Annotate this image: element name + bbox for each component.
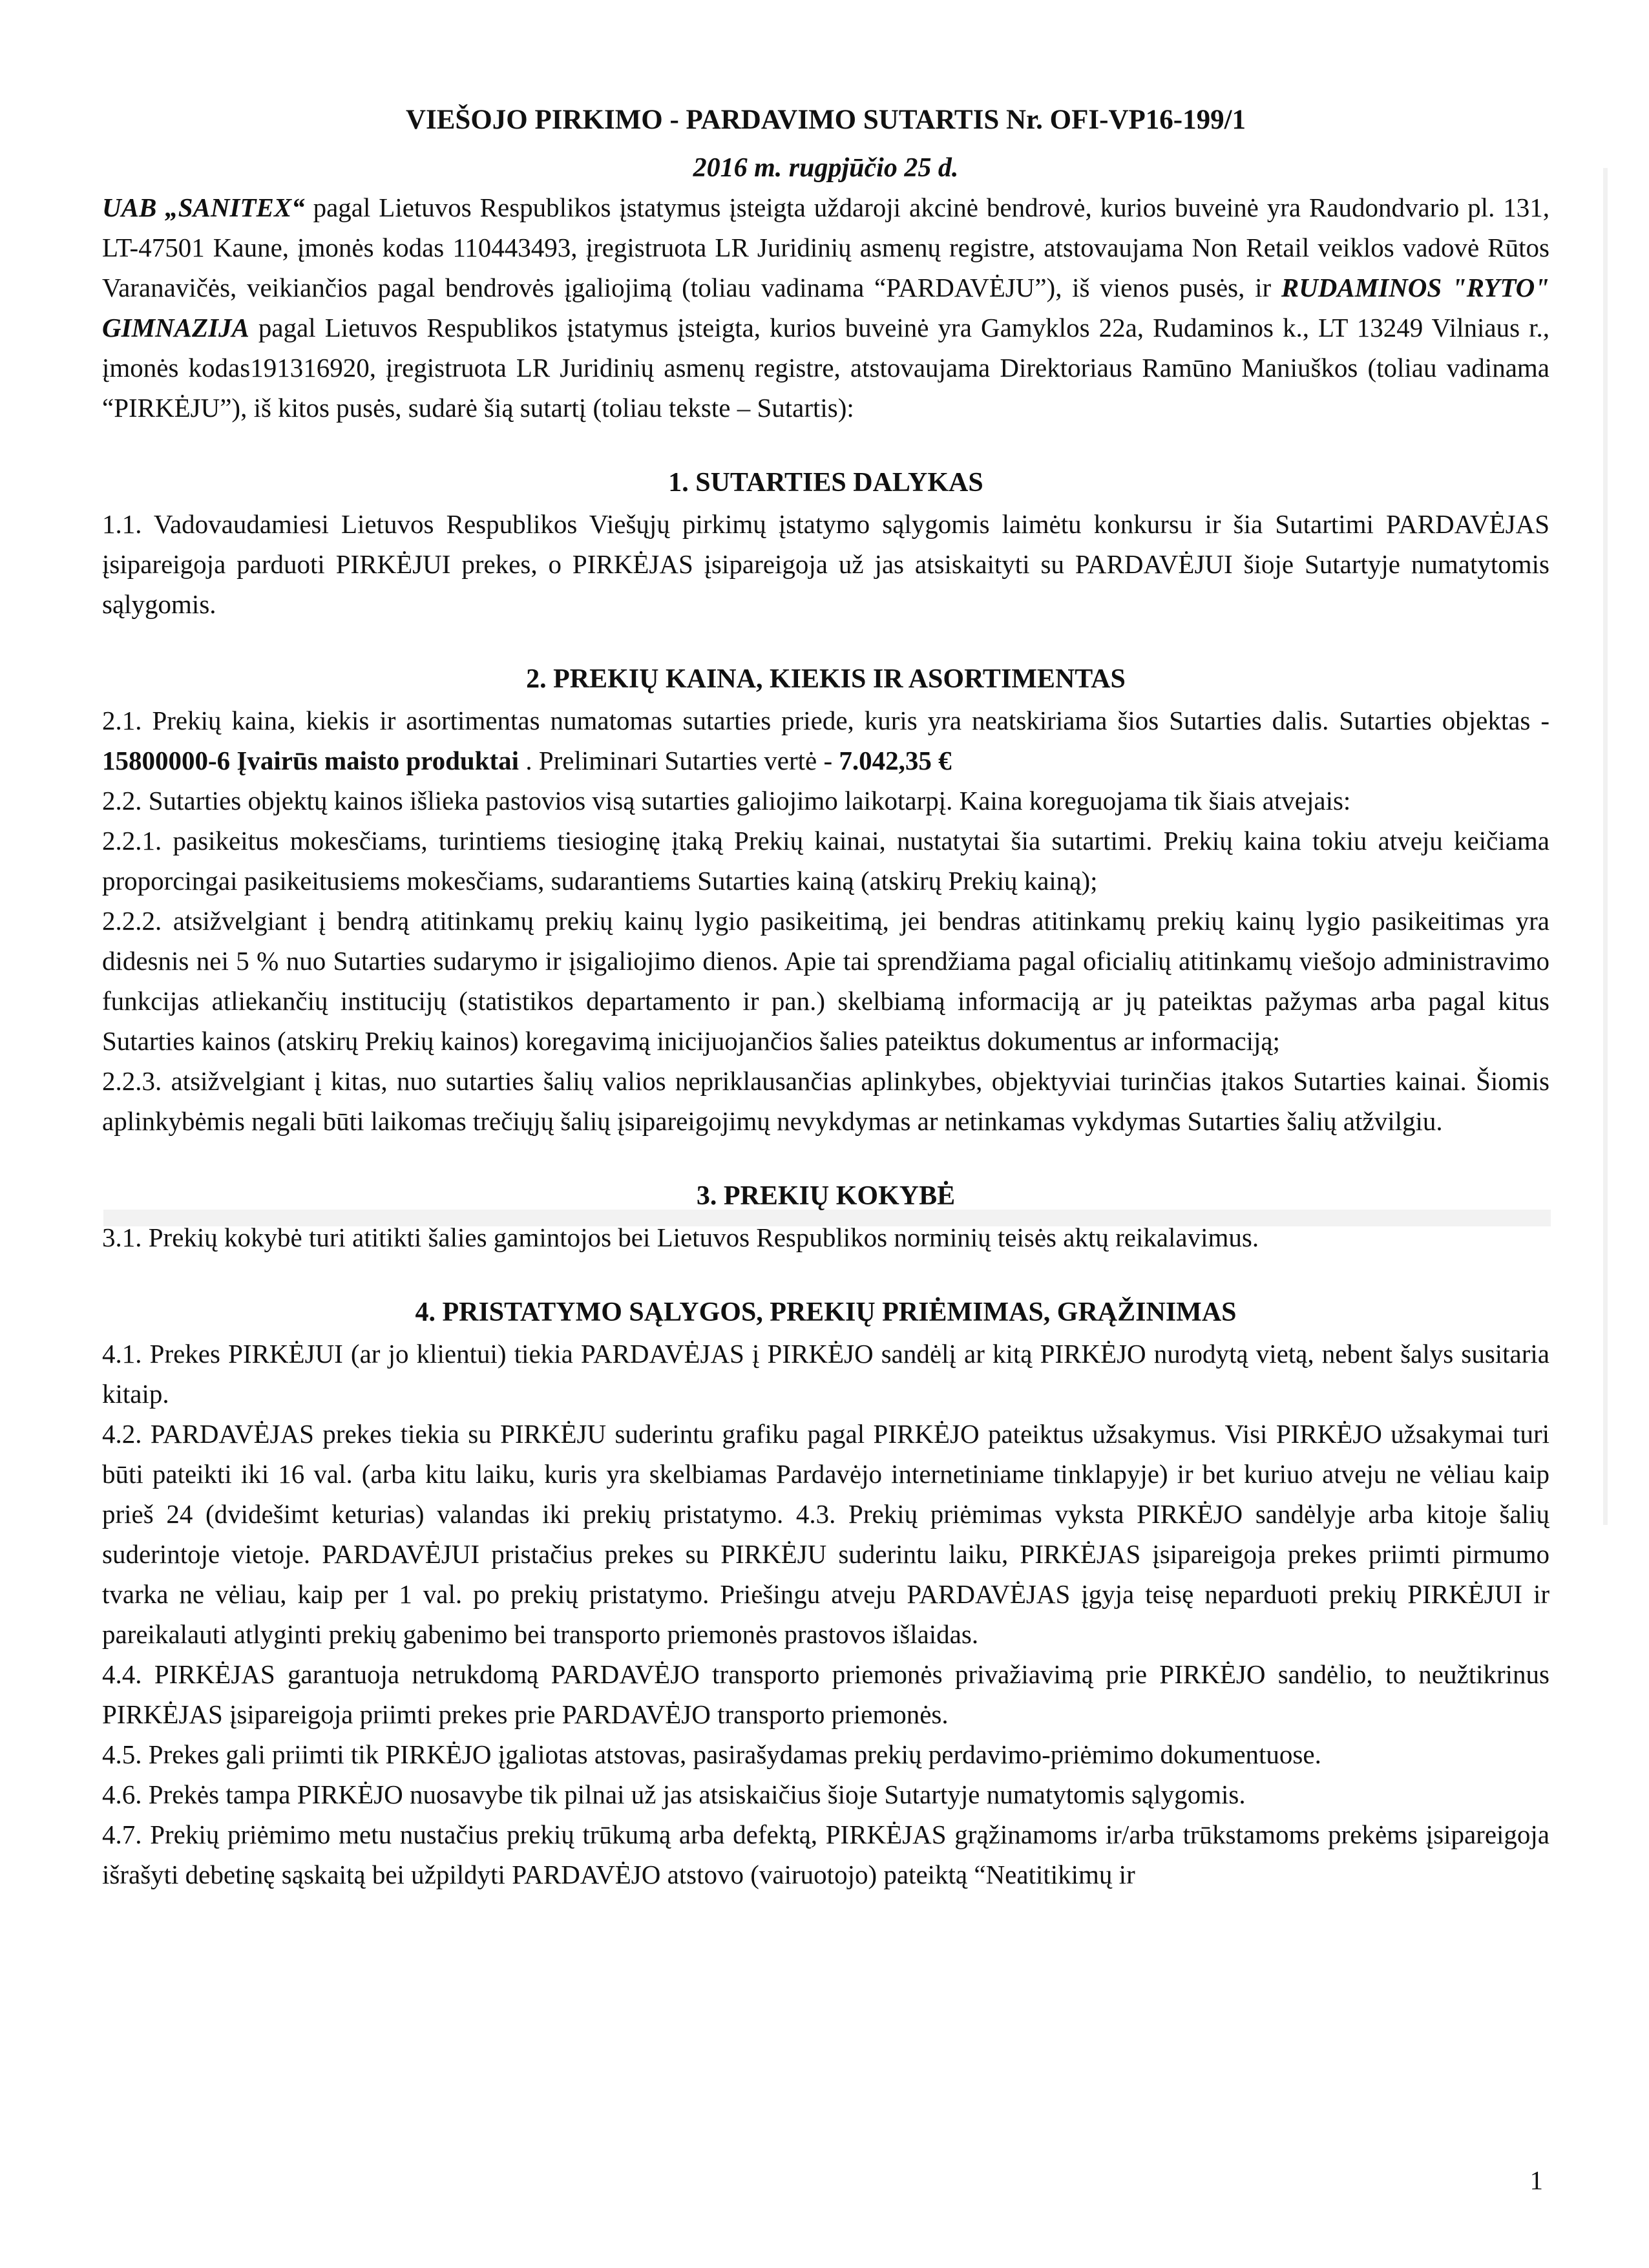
clause-2-2-2: 2.2.2. atsižvelgiant į bendrą atitinkamų prekių kainų lygio pasikeitimą, jei bendras atitinkamų prekių kainų lygio pasikeitimas yra didesnis nei 5 % nuo Sutarties sudarymo ir įsigaliojimo dienos. Apie tai sprendžiama pagal oficialių atitinkamų viešojo administravimo funkcijas atliekančių institucijų (statistikos departamento ir pan.) skelbiamą informaciją ar jų pateiktas pažymas arba pagal kitus Sutarties kainos (atskirų Prekių kainos) koregavimą inicijuojančios šalies pateiktus dokumentus ar informaciją;: [102, 906, 1549, 1056]
section-2-heading: 2. PREKIŲ KAINA, KIEKIS IR ASORTIMENTAS: [526, 664, 1126, 694]
clause-2-2-3: 2.2.3. atsižvelgiant į kitas, nuo sutarties šalių valios nepriklausančias aplinkybes, objektyviai turinčias įtakos Sutarties kainai. Šiomis aplinkybėmis negali būti laikomas trečiųjų šalių įsipareigojimų nevykdymas ar netinkamas vykdymas Sutarties šalių atžvilgiu.: [102, 1066, 1549, 1136]
buyer-name: RUDAMINOS "RYTO" GIMNAZIJA: [102, 273, 1549, 342]
scan-artifact-band: [1603, 168, 1608, 1525]
preamble-text-after-seller: pagal Lietuvos Respublikos įstatymus įsteigta uždaroji akcinė bendrovė, kurios buveinė yra Raudondvario pl. 131, LT-47501 Kaune, įmonės kodas 110443493, įregistruota LR Juridinių asmenų registre, atstovaujama Non Retail veiklos vadovė Rūtos Varanavičės, veikiančios pagal bendrovės įgaliojimą (toliau vadinama “PARDAVĖJU”), iš vienos pusės, ir: [102, 193, 1549, 302]
clause-1-1: 1.1. Vadovaudamiesi Lietuvos Respublikos Viešųjų pirkimų įstatymo sąlygomis laimėtu konkursu ir šia Sutartimi PARDAVĖJAS įsipareigoja parduoti PIRKĖJUI prekes, o PIRKĖJAS įsipareigoja už jas atsiskaityti su PARDAVĖJUI šioje Sutartyje numatytomis sąlygomis.: [102, 509, 1549, 619]
contract-object: 15800000-6 Įvairūs maisto produktai: [102, 746, 520, 775]
clause-4-5: 4.5. Prekes gali priimti tik PIRKĖJO įgaliotas atstovas, pasirašydamas prekių perdavimo-priėmimo dokumentuose.: [102, 1739, 1321, 1769]
preamble-paragraph: [102, 187, 1549, 428]
clause-4-2-4-3: 4.2. PARDAVĖJAS prekes tiekia su PIRKĖJU suderintu grafiku pagal PIRKĖJO pateiktus užsakymus. Visi PIRKĖJO užsakymai turi būti pateikti iki 16 val. (arba kitu laiku, kuris yra skelbiamas Pardavėjo internetiniame tinklapyje) ir bet kuriuo atveju ne vėliau kaip prieš 24 (dvidešimt keturias) valandas iki prekių pristatymo. 4.3. Prekių priėmimas vyksta PIRKĖJO sandėlyje arba kitoje šalių suderintoje vietoje. PARDAVĖJUI pristačius prekes su PIRKĖJU suderintu laiku, PIRKĖJAS įsipareigoja prekes priimti pirmumo tvarka ne vėliau, kaip per 1 val. po prekių pristatymo. Priešingu atveju PARDAVĖJAS įgyja teisę neparduoti prekių PIRKĖJUI ir pareikalauti atlyginti prekių gabenimo bei transporto priemonės prastovos išlaidas.: [102, 1419, 1549, 1649]
section-3-heading: 3. PREKIŲ KOKYBĖ: [696, 1181, 956, 1211]
clause-2-2: 2.2. Sutarties objektų kainos išlieka pastovios visą sutarties galiojimo laikotarpį. Kaina koreguojama tik šiais atvejais:: [102, 786, 1351, 815]
clause-3-1: 3.1. Prekių kokybė turi atitikti šalies gamintojos bei Lietuvos Respublikos norminių teisės aktų reikalavimus.: [102, 1223, 1259, 1252]
clause-4-6: 4.6. Prekės tampa PIRKĖJO nuosavybe tik pilnai už jas atsiskaičius šioje Sutartyje numatytomis sąlygomis.: [102, 1780, 1246, 1809]
preamble-text-after-buyer: pagal Lietuvos Respublikos įstatymus įsteigta, kurios buveinė yra Gamyklos 22a, Rudaminos k., LT 13249 Vilniaus r., įmonės kodas191316920, įregistruota LR Juridinių asmenų registre, atstovaujama Direktoriaus Ramūno Maniuškos (toliau vadinama “PIRKĖJU”), iš kitos pusės, sudarė šią sutartį (toliau tekste – Sutartis):: [102, 313, 1549, 423]
seller-name: UAB „SANITEX“: [102, 193, 305, 222]
section-4-heading: 4. PRISTATYMO SĄLYGOS, PREKIŲ PRIĖMIMAS, GRĄŽINIMAS: [415, 1297, 1237, 1327]
contract-date: 2016 m. rugpjūčio 25 d.: [693, 153, 959, 183]
contract-title: VIEŠOJO PIRKIMO - PARDAVIMO SUTARTIS Nr. OFI-VP16-199/1: [405, 105, 1246, 135]
clause-2-2-1: 2.2.1. pasikeitus mokesčiams, turintiems tiesioginę įtaką Prekių kainai, nustatytai šia sutartimi. Prekių kaina tokiu atveju keičiama proporcingai pasikeitusiems mokesčiams, sudarantiems Sutarties kainą (atskirų Prekių kainą);: [102, 826, 1549, 896]
clause-4-1: 4.1. Prekes PIRKĖJUI (ar jo klientui) tiekia PARDAVĖJAS į PIRKĖJO sandėlį ar kitą PIRKĖJO nurodytą vietą, nebent šalys susitaria kitaip.: [102, 1339, 1549, 1409]
clause-2-1-text: 2.1. Prekių kaina, kiekis ir asortimentas numatomas sutarties priede, kuris yra neatskiriama šios Sutarties dalis. Sutarties objektas -: [102, 706, 1549, 735]
clause-4-7: 4.7. Prekių priėmimo metu nustačius prekių trūkumą arba defektą, PIRKĖJAS grąžinamoms ir/arba trūkstamoms prekėms įsipareigoja išrašyti debetinę sąskaitą bei užpildyti PARDAVĖJO atstovo (vairuotojo) pateiktą “Neatitikimų ir: [102, 1820, 1549, 1889]
clause-2-1-mid: . Preliminari Sutarties vertė -: [519, 746, 839, 775]
contract-value: 7.042,35 €: [839, 746, 952, 775]
page-number: 1: [1529, 2165, 1543, 2195]
section-1-heading: 1. SUTARTIES DALYKAS: [668, 468, 983, 498]
clause-2-1: [102, 700, 1549, 781]
clause-4-4: 4.4. PIRKĖJAS garantuoja netrukdomą PARDAVĖJO transporto priemonės privažiavimą prie PIRKĖJO sandėlio, to neužtikrinus PIRKĖJAS įsipareigoja priimti prekes prie PARDAVĖJO transporto priemonės.: [102, 1659, 1549, 1729]
contract-content: [102, 101, 1549, 1895]
